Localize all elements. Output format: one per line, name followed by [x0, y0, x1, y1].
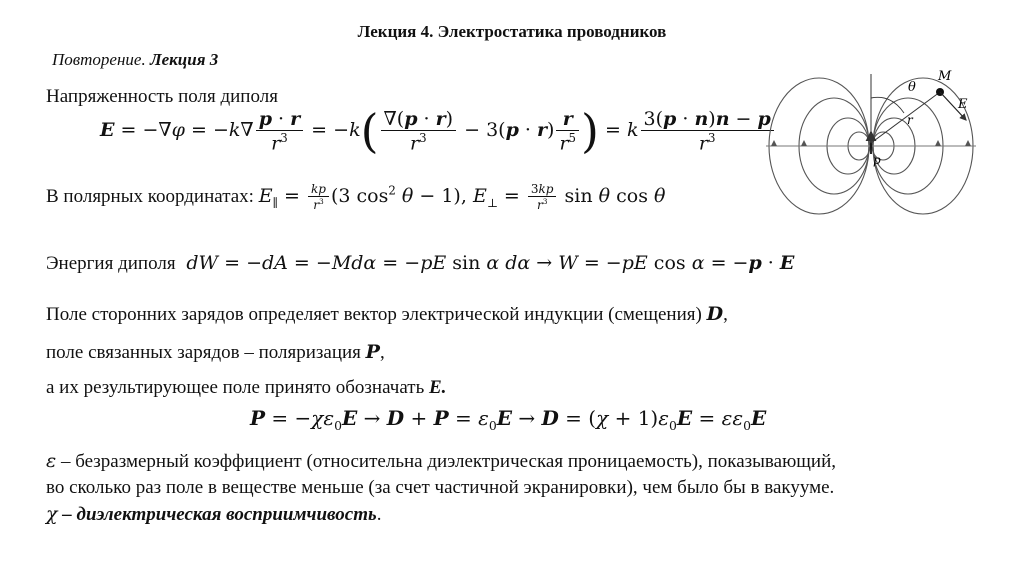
subtitle-prefix: Повторение. [52, 50, 150, 69]
symbol-D: D [706, 303, 724, 325]
symbol-E: E. [428, 377, 447, 398]
energy-formula: dW = −dA = −Mdα = −pE sin α dα → W = −pE cos α = −p · E [186, 252, 795, 274]
polar-formula: $E_\parallel$ = $\frac{kp}{r^3}$ (3 $\cos^2 \theta - 1$), $E_\perp$ = $\frac{3kp}{r^3}$ sin θ cos θ [258, 182, 666, 212]
polar-label: В полярных координатах: [46, 186, 254, 207]
text-line-4: ε – безразмерный коэффициент (относительна диэлектрическая проницаемость), показывающий, [46, 450, 836, 472]
symbol-P: P [365, 341, 380, 363]
label-M: M [938, 69, 952, 84]
polar-coordinates-line [46, 182, 665, 212]
dipole-field-heading: Напряженность поля диполя [46, 86, 278, 107]
label-E: E [958, 97, 968, 112]
symbol-chi: χ [46, 503, 58, 525]
slide-subtitle [52, 50, 218, 70]
slide-title: Лекция 4. Электростатика проводников [357, 22, 667, 41]
energy-line [46, 252, 794, 275]
polarization-formula: $P = -\chi\varepsilon_0E \to D + P = \varepsilon_0E \to D = (\chi + 1)\varepsilon_0E = \varepsilon\varepsilon_0E$ [250, 406, 767, 433]
label-p: p [873, 153, 881, 167]
text-line-6: χ – диэлектрическая восприимчивость. [46, 503, 382, 525]
text-line-5: во сколько раз поле в веществе меньше (за счет частичной экранировки), чем было бы в вакууме. [46, 477, 835, 498]
dipole-field-formula: E = −∇φ = −k∇ $\frac{p \cdot r}{r^3}$ = −k( $\frac{\nabla(p \cdot r)}{r^3}$ − 3(p · r) $\frac{r}{r^5}$ ) = k $\frac{3(p \cdot n)n - p}{r^3}$ [100, 108, 776, 154]
label-r: r [907, 113, 913, 127]
symbol-epsilon: ε [46, 450, 57, 472]
subtitle-bold: Лекция 3 [149, 50, 219, 69]
dipole-field-diagram [766, 68, 976, 228]
label-theta: θ [908, 80, 916, 95]
text-line-3: а их результирующее поле принято обозначать E. [46, 377, 447, 398]
energy-label: Энергия диполя [46, 253, 176, 274]
text-line-1: Поле сторонних зарядов определяет вектор электрической индукции (смещения) D, [46, 303, 728, 325]
text-line-2: поле связанных зарядов – поляризация P, [46, 341, 385, 363]
radius-line [871, 92, 940, 143]
